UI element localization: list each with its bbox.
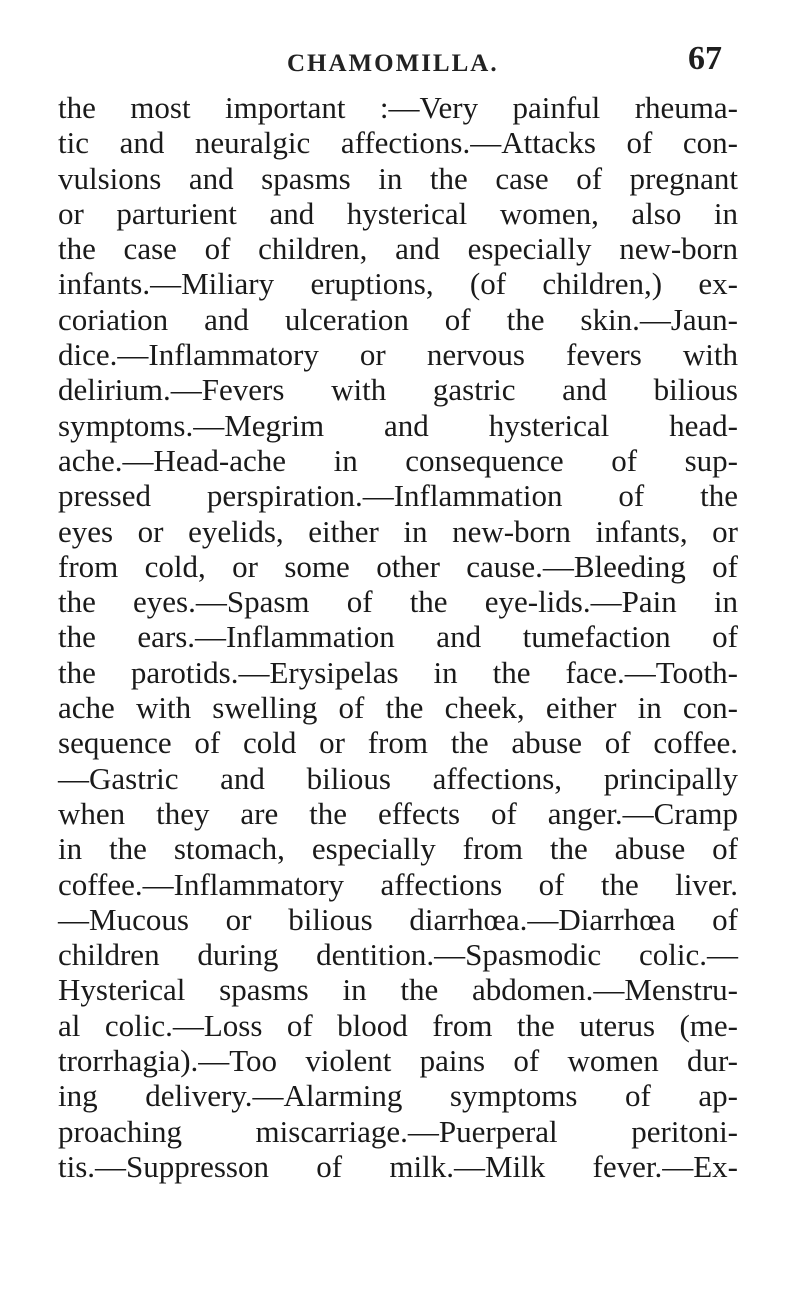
text-line: —Gastric and bilious affections, principally <box>58 760 738 796</box>
text-line: Hysterical spasms in the abdomen.—Menstru- <box>58 972 738 1008</box>
text-line: pressed perspiration.—Inflammation of the <box>58 478 738 514</box>
text-line: —Mucous or bilious diarrhœa.—Diarrhœa of <box>58 901 738 937</box>
text-line: the eyes.—Spasm of the eye-lids.—Pain in <box>58 584 738 620</box>
text-line: when they are the effects of anger.—Cramp <box>58 795 738 831</box>
text-line: infants.—Miliary eruptions, (of children,) ex- <box>58 266 738 302</box>
text-line: vulsions and spasms in the case of pregnant <box>58 160 738 196</box>
text-line: or parturient and hysterical women, also in <box>58 195 738 231</box>
text-line: the most important :—Very painful rheuma- <box>58 90 738 125</box>
text-line: from cold, or some other cause.—Bleeding of <box>58 548 738 584</box>
running-title: CHAMOMILLA. <box>287 50 499 77</box>
text-line: coriation and ulceration of the skin.—Jaun- <box>58 301 738 337</box>
text-line: ing delivery.—Alarming symptoms of ap- <box>58 1078 738 1114</box>
text-line: the case of children, and especially new-born <box>58 231 738 267</box>
text-line: delirium.—Fevers with gastric and bilious <box>58 372 738 408</box>
text-line: children during dentition.—Spasmodic colic.— <box>58 937 738 973</box>
text-line: trorrhagia).—Too violent pains of women dur- <box>58 1043 738 1079</box>
text-line: ache.—Head-ache in consequence of sup- <box>58 442 738 478</box>
text-line: the parotids.—Erysipelas in the face.—Tooth- <box>58 654 738 690</box>
page-number: 67 <box>688 40 722 77</box>
text-line: coffee.—Inflammatory affections of the liver. <box>58 866 738 902</box>
text-line: symptoms.—Megrim and hysterical head- <box>58 407 738 443</box>
text-line: sequence of cold or from the abuse of coffee. <box>58 725 738 761</box>
text-line: tic and neuralgic affections.—Attacks of con- <box>58 125 738 161</box>
text-line: the ears.—Inflammation and tumefaction of <box>58 619 738 655</box>
text-line: proaching miscarriage.—Puerperal peritoni- <box>58 1113 738 1149</box>
text-line: in the stomach, especially from the abuse of <box>58 831 738 867</box>
running-head <box>0 40 800 80</box>
text-line: dice.—Inflammatory or nervous fevers with <box>58 337 738 373</box>
text-line: tis.—Suppresson of milk.—Milk fever.—Ex- <box>58 1148 738 1184</box>
text-line: eyes or eyelids, either in new-born infants, or <box>58 513 738 549</box>
text-line: al colic.—Loss of blood from the uterus (me- <box>58 1007 738 1043</box>
text-line: ache with swelling of the cheek, either in con- <box>58 690 738 726</box>
body-text <box>58 90 748 1184</box>
